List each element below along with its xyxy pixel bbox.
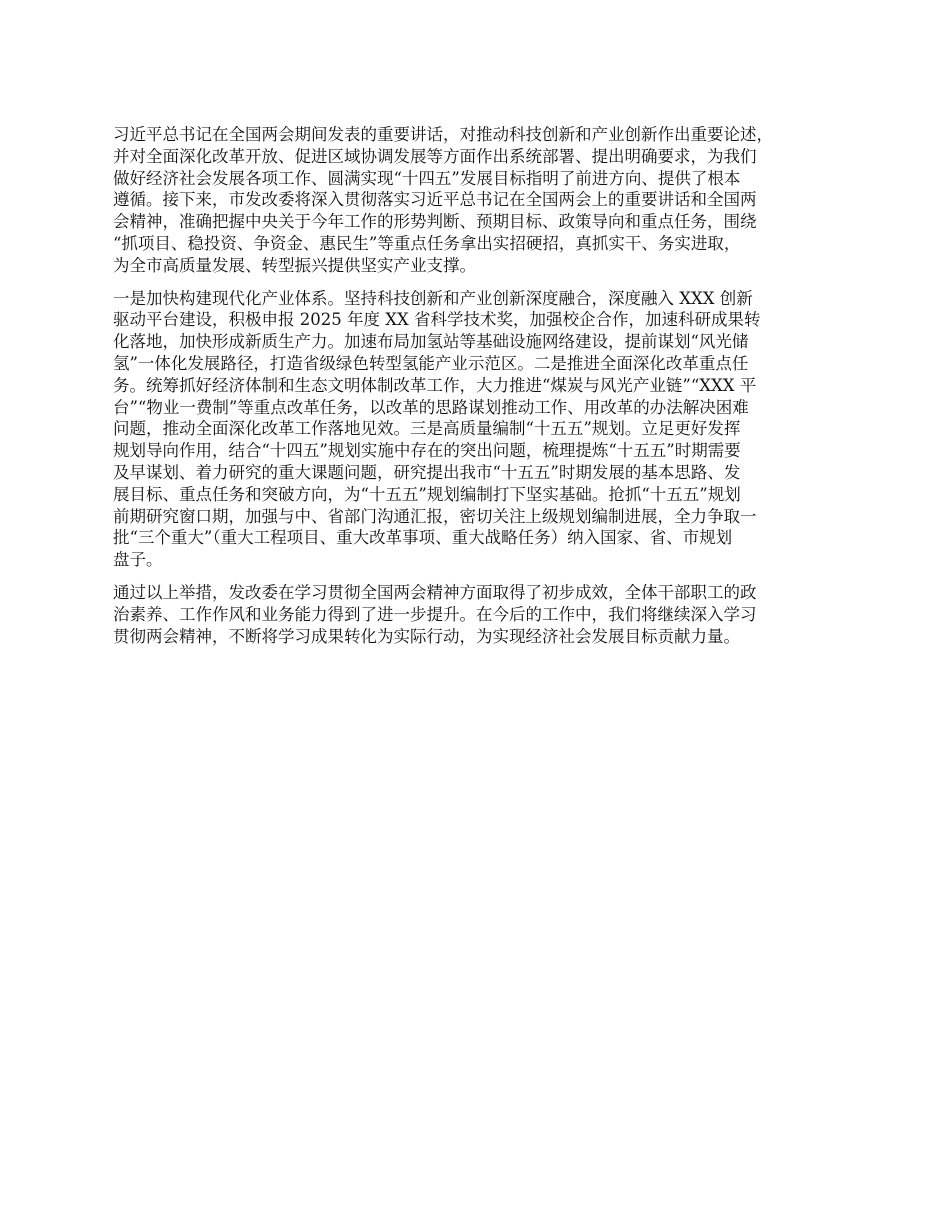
text-line: 贯彻两会精神，不断将学习成果转化为实际行动，为实现经济社会发展目标贡献力量。 (113, 626, 740, 646)
text-line: 习近平总书记在全国两会期间发表的重要讲话，对推动科技创新和产业创新作出重要论述， (113, 125, 773, 144)
paragraph-conclusion (113, 582, 843, 647)
text-line: 问题，推动全面深化改革工作落地见效。三是高质量编制“十五五”规划。立足更好发挥 (113, 419, 741, 439)
text-line: 治素养、工作作风和业务能力得到了进一步提升。在今后的工作中，我们将继续深入学习 (113, 604, 757, 624)
text-line: 一是加快构建现代化产业体系。坚持科技创新和产业创新深度融合，深度融入 XXX 创新 (113, 288, 753, 308)
text-line: 遵循。接下来，市发改委将深入贯彻落实习近平总书记在全国两会上的重要讲话和全国两 (113, 190, 757, 210)
document-body (113, 124, 843, 658)
text-line: 展目标、重点任务和突破方向，为“十五五”规划编制打下坚实基础。抢抓“十五五”规划 (113, 484, 741, 504)
paragraph-measures (113, 288, 843, 571)
text-line: 化落地，加快形成新质生产力。加速布局加氢站等基础设施网络建设，提前谋划“风光储 (113, 332, 749, 352)
text-line: 前期研究窗口期，加强与中、省部门沟通汇报，密切关注上级规划编制进展，全力争取一 (113, 506, 757, 526)
text-line: 为全市高质量发展、转型振兴提供坚实产业支撑。 (113, 255, 476, 275)
paragraph-intro (113, 124, 843, 277)
text-line: 台”“物业一费制”等重点改革任务，以改革的思路谋划推动工作、用改革的办法解决困难 (113, 397, 749, 417)
text-line: 规划导向作用，结合“十四五”规划实施中存在的突出问题，梳理提炼“十五五”时期需要 (113, 441, 741, 461)
text-line: 及早谋划、着力研究的重大课题问题，研究提出我市“十五五”时期发展的基本思路、发 (113, 462, 741, 482)
text-line: 批“三个重大”（重大工程项目、重大改革事项、重大战略任务）纳入国家、省、市规划 (113, 528, 733, 548)
text-line: 盘子。 (113, 550, 163, 570)
text-line: 并对全面深化改革开放、促进区域协调发展等方面作出系统部署、提出明确要求，为我们 (113, 146, 757, 166)
text-line: 务。统筹抓好经济体制和生态文明体制改革工作，大力推进“煤炭与风光产业链”“XXX 平 (113, 375, 757, 395)
text-line: 氢”一体化发展路径，打造省级绿色转型氢能产业示范区。二是推进全面深化改革重点任 (113, 353, 749, 373)
text-line: 会精神，准确把握中央关于今年工作的形势判断、预期目标、政策导向和重点任务，围绕 (113, 212, 757, 232)
text-line: “抓项目、稳投资、争资金、惠民生”等重点任务拿出实招硬招，真抓实干、务实进取， (113, 233, 741, 253)
text-line: 通过以上举措，发改委在学习贯彻全国两会精神方面取得了初步成效，全体干部职工的政 (113, 582, 757, 602)
text-line: 驱动平台建设，积极申报 2025 年度 XX 省科学技术奖，加强校企合作，加速科研成果转 (113, 310, 761, 330)
text-line: 做好经济社会发展各项工作、圆满实现“十四五”发展目标指明了前进方向、提供了根本 (113, 168, 741, 188)
